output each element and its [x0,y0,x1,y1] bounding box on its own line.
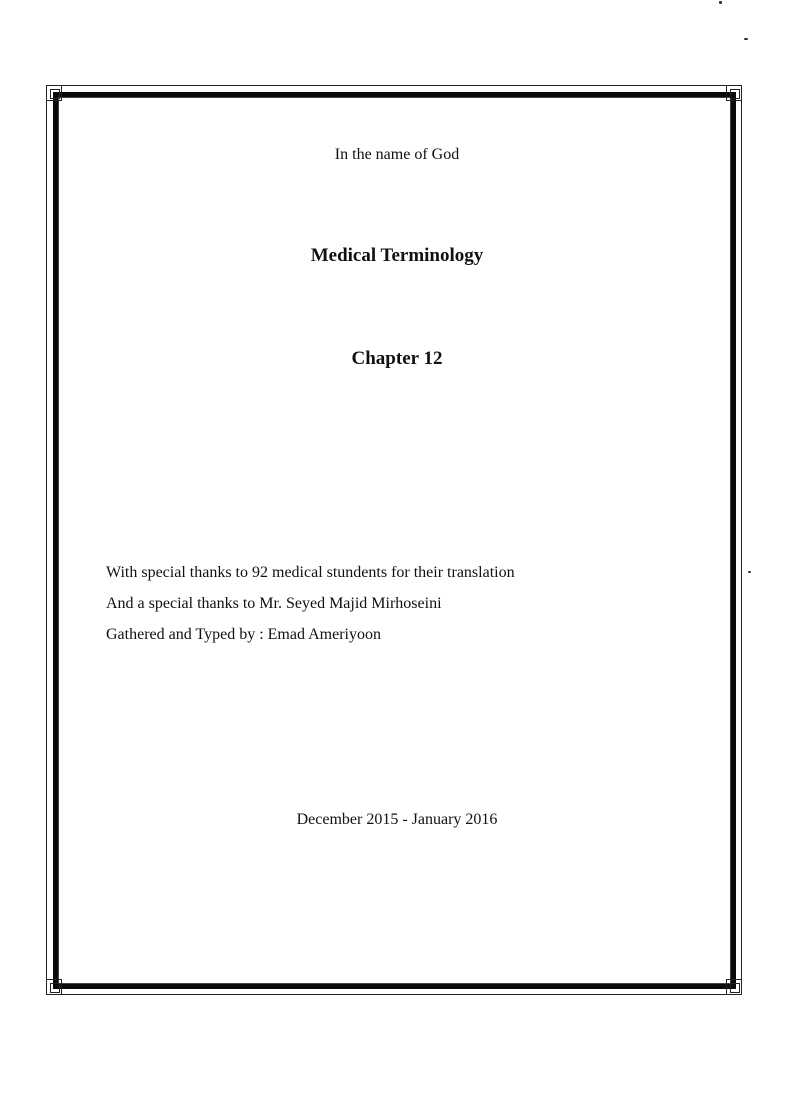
acknowledgement-line-2: And a special thanks to Mr. Seyed Majid Mirhoseini [106,595,442,612]
scan-speck [748,571,751,573]
page-border-inner [58,97,731,984]
acknowledgement-line-1: With special thanks to 92 medical stundents for their translation [106,564,515,581]
scan-speck [719,1,722,4]
scan-speck [744,38,748,40]
acknowledgement-line-3: Gathered and Typed by : Emad Ameriyoon [106,626,381,643]
chapter-heading: Chapter 12 [351,348,443,369]
border-corner-top-left [46,85,62,101]
document-title: Medical Terminology [310,245,484,266]
border-corner-top-right [726,85,742,101]
border-corner-bottom-right [726,979,742,995]
invocation-text: In the name of God [334,146,460,163]
border-corner-bottom-left [46,979,62,995]
date-range: December 2015 - January 2016 [296,811,498,828]
